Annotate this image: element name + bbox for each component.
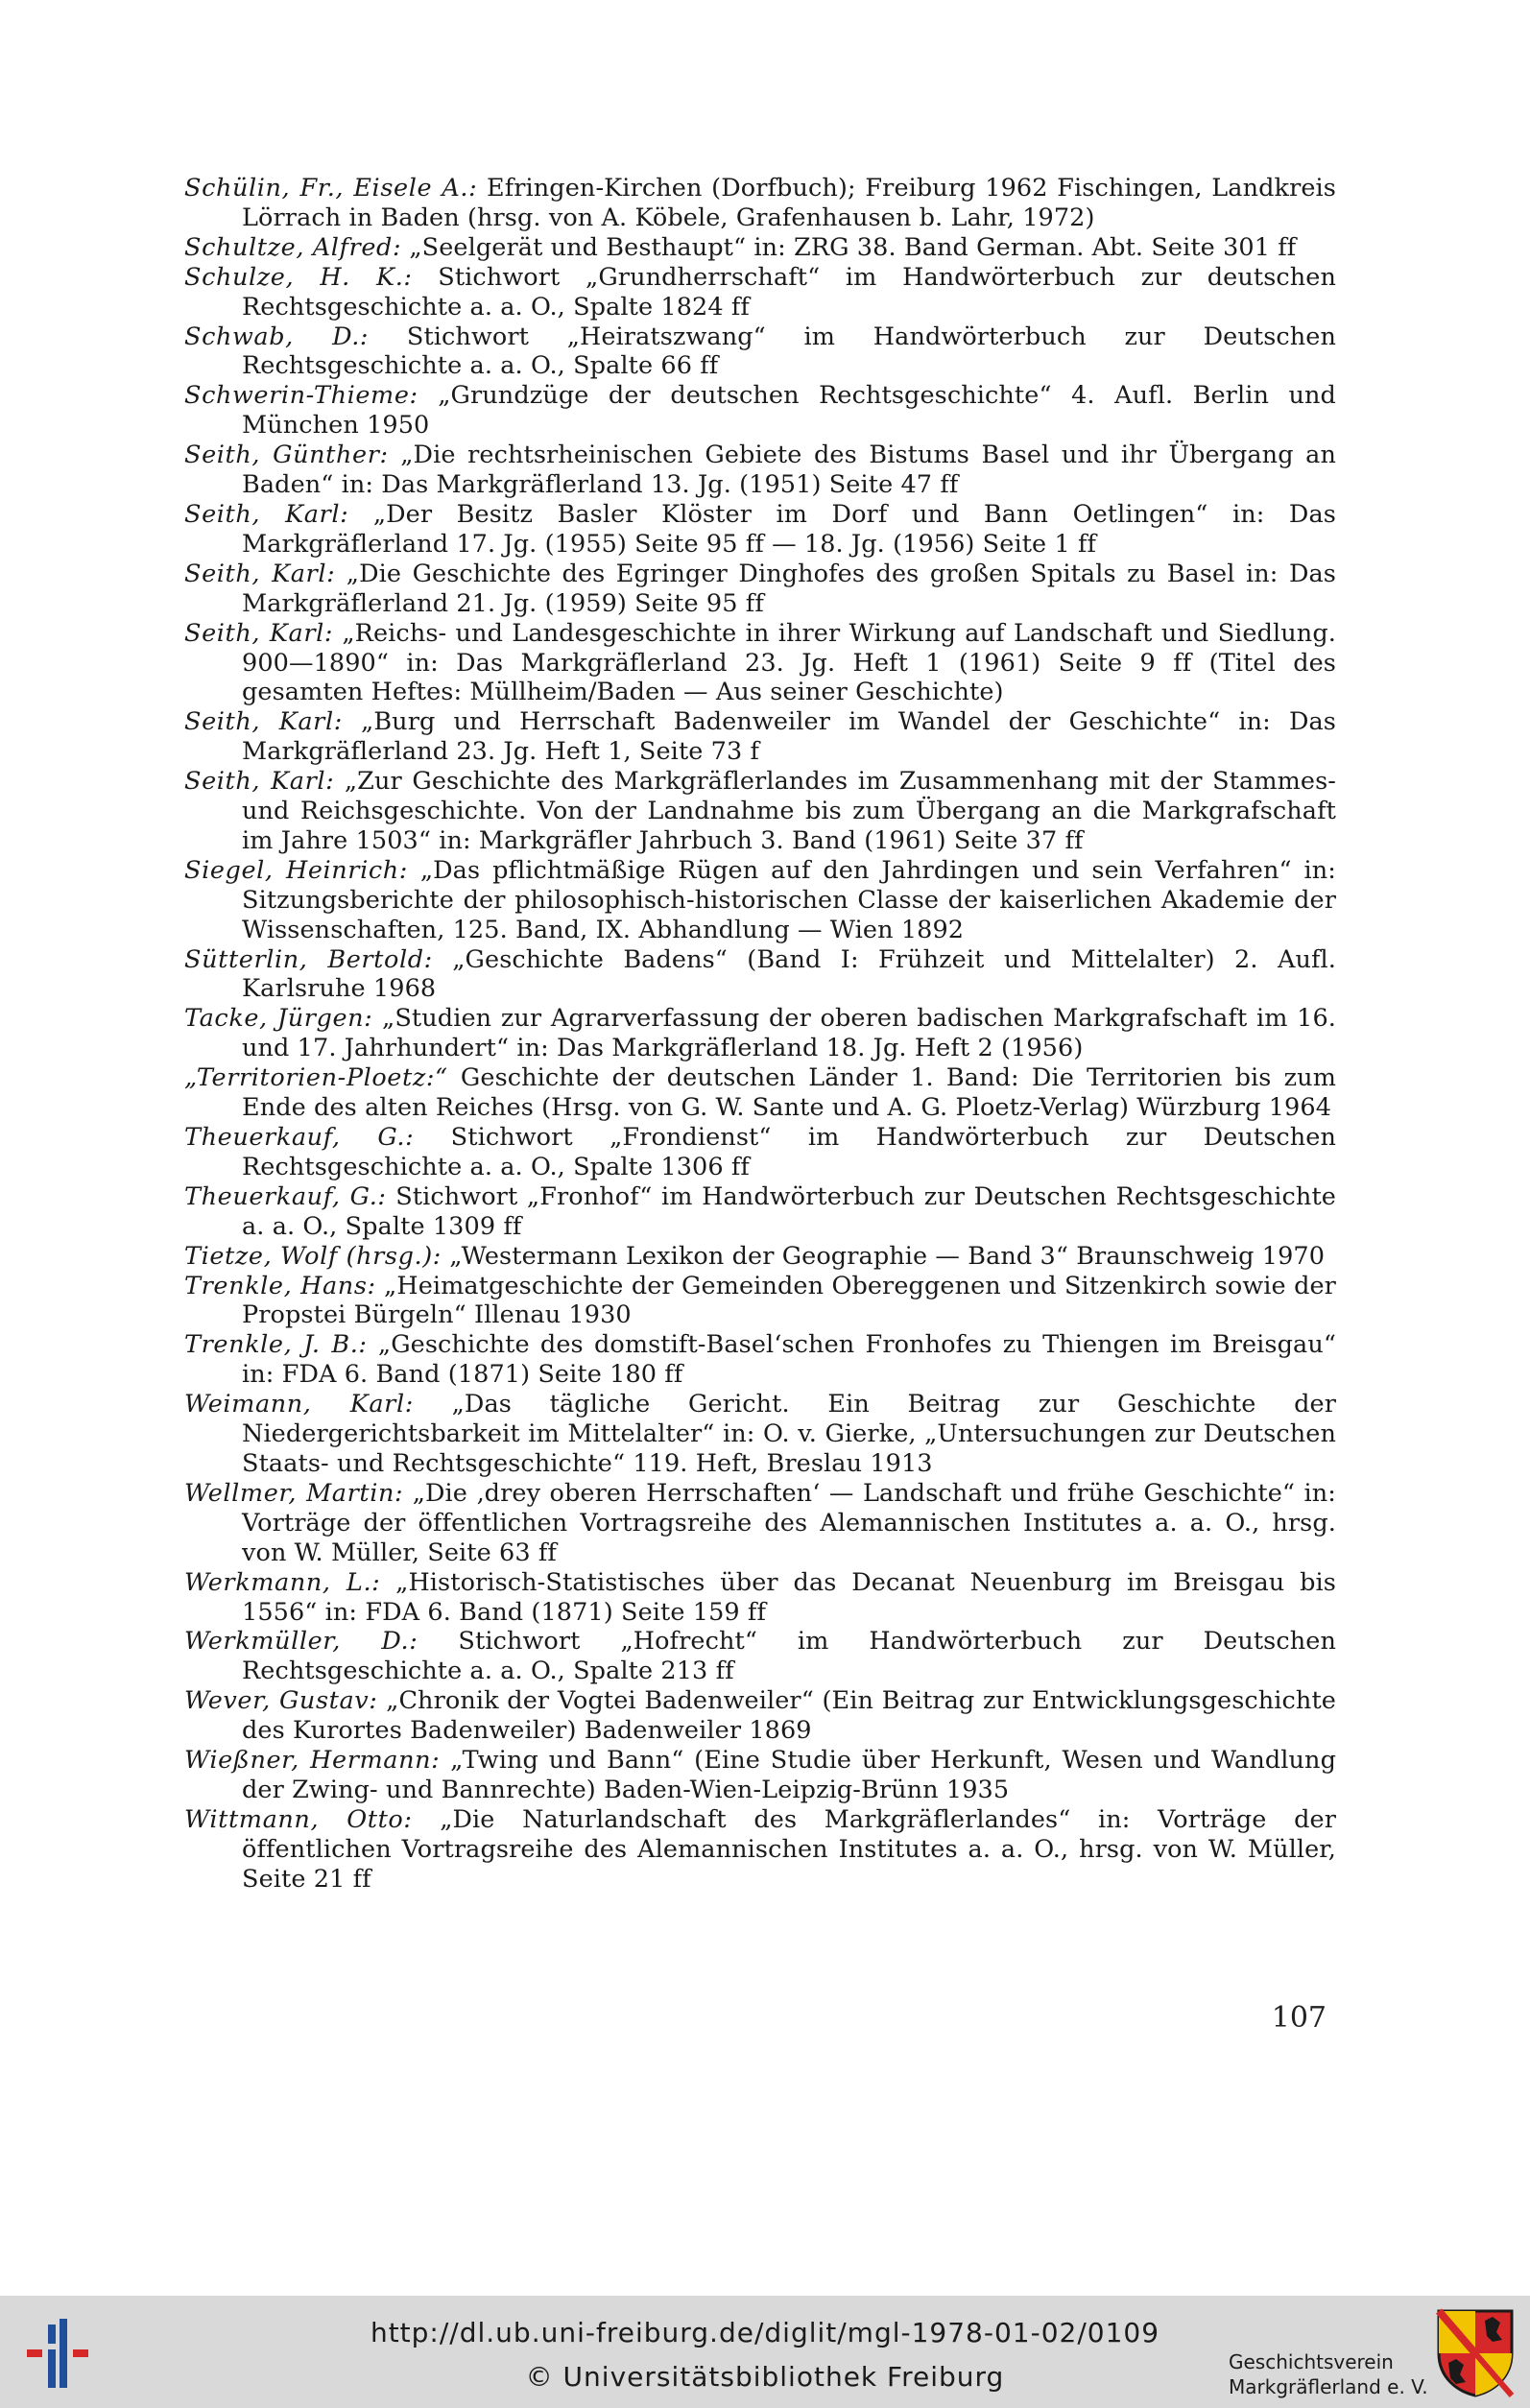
entry-text: „Reichs- und Landesgeschichte in ihrer Wirkung auf Landschaft und Siedlung. 900—1890“ in: Das Markgräflerland 23. Jg. Heft 1 (1961) Seite 9 ff (Titel des gesamten Heftes: Müllheim/Baden — Aus seiner Geschichte) <box>242 618 1336 707</box>
entry-author: Schulze, H. K.: <box>184 262 413 292</box>
bibliography-entry <box>184 619 1336 708</box>
entry-text: „Der Besitz Basler Klöster im Dorf und Bann Oetlingen“ in: Das Markgräflerland 17. Jg. (1955) Seite 95 ff — 18. Jg. (1956) Seite 1 ff <box>242 499 1336 559</box>
bibliography-entry <box>184 1746 1336 1805</box>
entry-text: „Historisch-Statistisches über das Decanat Neuenburg im Breisgau bis 1556“ in: FDA 6. Band (1871) Seite 159 ff <box>242 1567 1336 1627</box>
entry-author: Seith, Karl: <box>184 559 336 588</box>
bibliography-entry <box>184 441 1336 500</box>
entry-text: „Seelgerät und Besthaupt“ in: ZRG 38. Band German. Abt. Seite 301 ff <box>409 232 1297 262</box>
entry-text: „Zur Geschichte des Markgräflerlandes im Zusammenhang mit der Stammes- und Reichsgeschichte. Von der Landnahme bis zum Übergang an die Markgrafschaft im Jahre 1503“ in: Markgräfler Jahrbuch 3. Band (1961) Seite 37 ff <box>242 767 1336 855</box>
bibliography-entry <box>184 1568 1336 1628</box>
entry-author: Wellmer, Martin: <box>184 1478 404 1508</box>
entry-author: Seith, Günther: <box>184 441 389 470</box>
entry-text: „Geschichte Badens“ (Band I: Frühzeit und Mittelalter) 2. Aufl. Karlsruhe 1968 <box>242 944 1336 1004</box>
entry-text: „Die rechtsrheinischen Gebiete des Bistums Basel und ihr Übergang an Baden“ in: Das Markgräflerland 13. Jg. (1951) Seite 47 ff <box>242 441 1336 500</box>
bibliography-entry <box>184 381 1336 441</box>
entry-author: Schwab, D.: <box>184 322 370 351</box>
entry-text: „Heimatgeschichte der Gemeinden Obereggenen und Sitzenkirch sowie der Propstei Bürgeln“ Illenau 1930 <box>242 1271 1336 1330</box>
bibliography-entry <box>184 1063 1336 1123</box>
bibliography-entry <box>184 174 1336 233</box>
bibliography-entry <box>184 322 1336 382</box>
entry-text: „Die Geschichte des Egringer Dinghofes des großen Spitals zu Basel in: Das Markgräflerland 21. Jg. (1959) Seite 95 ff <box>242 559 1336 618</box>
entry-text: Geschichte der deutschen Länder 1. Band: Die Territorien bis zum Ende des alten Reiches (Hrsg. von G. W. Sante und A. G. Ploetz-Verlag) Würzburg 1964 <box>242 1063 1336 1123</box>
entry-author: Seith, Karl: <box>184 767 335 797</box>
entry-text: „Das pflichtmäßige Rügen auf den Jahrdingen und sein Verfahren“ in: Sitzungsberichte der philosophisch-historischen Classe der kaiserlichen Akademie der Wissenschaften, 125. Band, IX. Abhandlung — Wien 1892 <box>242 855 1336 944</box>
entry-author: Tietze, Wolf (hrsg.): <box>184 1241 442 1271</box>
entry-author: „Territorien-Ploetz:“ <box>184 1063 448 1093</box>
society-name <box>1229 2349 1440 2399</box>
bibliography-entry <box>184 1479 1336 1568</box>
entry-author: Tacke, Jürgen: <box>184 1004 373 1034</box>
entry-author: Schultze, Alfred: <box>184 232 402 262</box>
bibliography-entry <box>184 856 1336 945</box>
coat-of-arms-icon <box>1435 2307 1516 2397</box>
entry-author: Seith, Karl: <box>184 618 334 648</box>
bibliography-entry <box>184 1330 1336 1390</box>
entry-text: „Chronik der Vogtei Badenweiler“ (Ein Beitrag zur Entwicklungsgeschichte des Kurortes Badenweiler) Badenweiler 1869 <box>242 1686 1336 1746</box>
entry-text: Stichwort „Fronhof“ im Handwörterbuch zur Deutschen Rechtsgeschichte a. a. O., Spalte 1309 ff <box>242 1181 1336 1241</box>
viewer-footer <box>0 2296 1530 2408</box>
bibliography-entry <box>184 560 1336 619</box>
entry-text: „Burg und Herrschaft Badenweiler im Wandel der Geschichte“ in: Das Markgräflerland 23. Jg. Heft 1, Seite 73 f <box>242 707 1336 767</box>
entry-author: Trenkle, Hans: <box>184 1271 376 1300</box>
entry-text: „Twing und Bann“ (Eine Studie über Herkunft, Wesen und Wandlung der Zwing- und Bannrechte) Baden-Wien-Leipzig-Brünn 1935 <box>242 1746 1336 1804</box>
entry-text: „Geschichte des domstift-Basel‘schen Fronhofes zu Thiengen im Breisgau“ in: FDA 6. Band (1871) Seite 180 ff <box>242 1330 1336 1390</box>
entry-author: Seith, Karl: <box>184 707 343 737</box>
bibliography-entry <box>184 767 1336 856</box>
entry-text: „Die ‚drey oberen Herrschaften‘ — Landschaft und frühe Geschichte“ in: Vorträge der öffentlichen Vortragsreihe des Alemannischen Institutes a. a. O., hrsg. von W. Müller, Seite 63 ff <box>242 1478 1336 1567</box>
entry-author: Seith, Karl: <box>184 499 349 529</box>
entry-text: „Westermann Lexikon der Geographie — Band 3“ Braunschweig 1970 <box>449 1241 1326 1271</box>
society-name-line2: Markgräflerland e. V. <box>1229 2375 1428 2398</box>
bibliography-entry <box>184 1123 1336 1182</box>
bibliography-entry <box>184 1390 1336 1479</box>
entry-author: Werkmüller, D.: <box>184 1627 418 1657</box>
bibliography-entry <box>184 263 1336 322</box>
entry-author: Theuerkauf, G.: <box>184 1123 415 1152</box>
entry-author: Siegel, Heinrich: <box>184 855 408 885</box>
entry-author: Wittmann, Otto: <box>184 1804 413 1834</box>
entry-author: Wever, Gustav: <box>184 1686 378 1716</box>
entry-author: Werkmann, L.: <box>184 1567 381 1597</box>
entry-author: Theuerkauf, G.: <box>184 1181 387 1211</box>
page-number: 107 <box>1271 2001 1327 2035</box>
society-name-line1: Geschichtsverein <box>1229 2350 1394 2373</box>
bibliography-entry <box>184 1627 1336 1686</box>
bibliography-entry <box>184 1272 1336 1331</box>
copyright-text: © Universitätsbibliothek Freiburg <box>525 2361 1005 2393</box>
bibliography-entry <box>184 1182 1336 1242</box>
entry-text: „Das tägliche Gericht. Ein Beitrag zur Geschichte der Niedergerichtsbarkeit im Mittelalter“ in: O. v. Gierke, „Untersuchungen zur Deutschen Staats- und Rechtsgeschichte“ 119. Heft, Breslau 1913 <box>242 1390 1336 1478</box>
entry-author: Schwerin-Thieme: <box>184 381 418 411</box>
entry-text: Stichwort „Frondienst“ im Handwörterbuch zur Deutschen Rechtsgeschichte a. a. O., Spalte 1306 ff <box>242 1123 1336 1181</box>
entry-text: Efringen-Kirchen (Dorfbuch); Freiburg 1962 Fischingen, Landkreis Lörrach in Baden (hrsg. von A. Köbele, Grafenhausen b. Lahr, 1972) <box>242 174 1336 232</box>
entry-author: Weimann, Karl: <box>184 1390 414 1419</box>
entry-author: Trenkle, J. B.: <box>184 1330 368 1360</box>
entry-text: „Grundzüge der deutschen Rechtsgeschichte“ 4. Aufl. Berlin und München 1950 <box>242 381 1336 441</box>
permalink-url[interactable]: http://dl.ub.uni-freiburg.de/diglit/mgl-1978-01-02/0109 <box>370 2317 1160 2348</box>
bibliography-entry <box>184 233 1336 263</box>
entry-text: Stichwort „Heiratszwang“ im Handwörterbuch zur Deutschen Rechtsgeschichte a. a. O., Spalte 66 ff <box>242 322 1336 381</box>
bibliography-entry <box>184 1004 1336 1063</box>
bibliography-entry <box>184 707 1336 767</box>
bibliography-list <box>184 174 1336 1895</box>
bibliography-entry <box>184 1805 1336 1895</box>
entry-author: Wießner, Hermann: <box>184 1746 441 1776</box>
entry-text: Stichwort „Grundherrschaft“ im Handwörterbuch zur deutschen Rechtsgeschichte a. a. O., Spalte 1824 ff <box>242 262 1336 322</box>
bibliography-entry <box>184 1242 1336 1272</box>
entry-author: Sütterlin, Bertold: <box>184 944 433 974</box>
entry-text: „Studien zur Agrarverfassung der oberen badischen Markgrafschaft im 16. und 17. Jahrhundert“ in: Das Markgräflerland 18. Jg. Heft 2 (1956) <box>242 1004 1336 1063</box>
bibliography-entry <box>184 1686 1336 1746</box>
bibliography-entry <box>184 500 1336 560</box>
entry-text: Stichwort „Hofrecht“ im Handwörterbuch zur Deutschen Rechtsgeschichte a. a. O., Spalte 213 ff <box>242 1627 1336 1686</box>
entry-text: „Die Naturlandschaft des Markgräflerlandes“ in: Vorträge der öffentlichen Vortragsreihe des Alemannischen Institutes a. a. O., hrsg. von W. Müller, Seite 21 ff <box>242 1804 1336 1894</box>
entry-author: Schülin, Fr., Eisele A.: <box>184 174 478 203</box>
bibliography-entry <box>184 945 1336 1005</box>
